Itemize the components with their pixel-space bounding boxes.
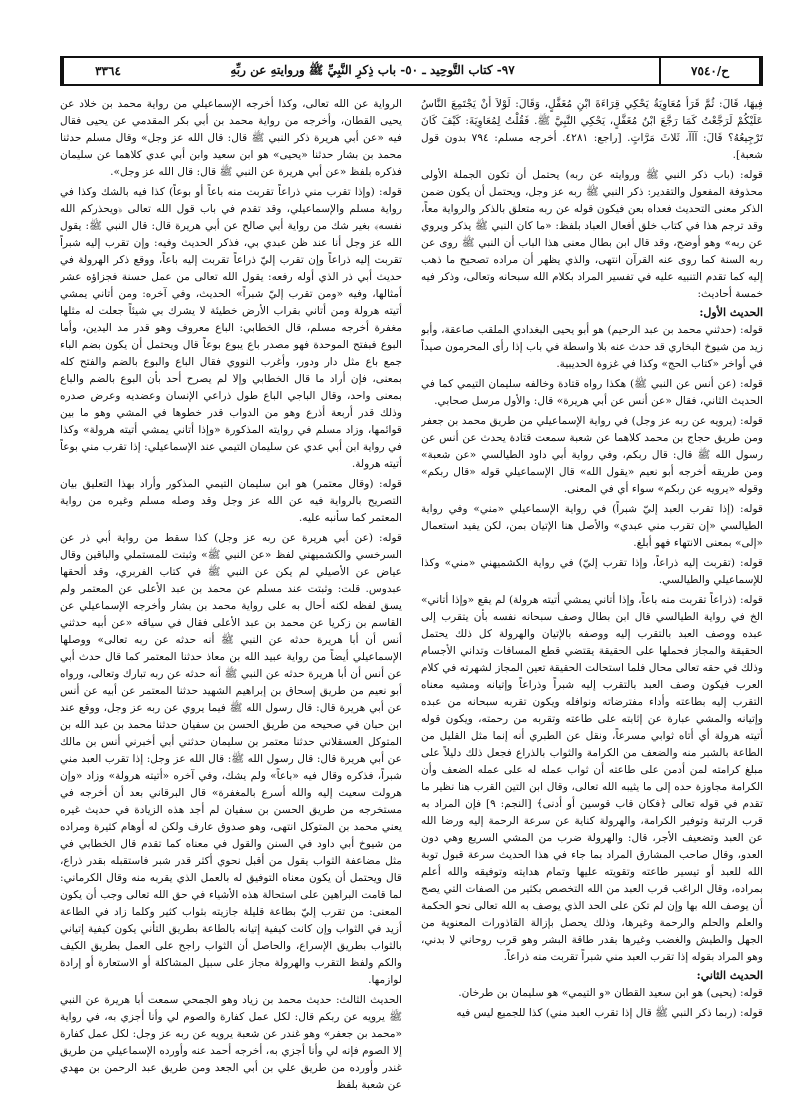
paragraph: قوله: (باب ذكر النبي ﷺ وروايته عن ربه) يحتمل أن تكون الجملة الأولى محذوفة المفعول والتقدير: ذكر النبي ﷺ ربه عز وجل، ويحتمل أن يكون ضمن الذكر معنى التحديث فعداه بعن فيكون قوله عن ربه متعلق بالذكر والرواية معاً، وقد ترجم هذا في كتاب خلق أفعال العباد بلفظ: «ما كان النبي ﷺ يذكر ويروي عن ربه» وهو أوضح، وقد قال ابن بطال معنى هذا الباب أن النبي ﷺ روى عن ربه السنة كما روى عنه القرآن انتهى، والذي يظهر أن مراده تصحيح ما ذهب إليه كما تقدم التنبيه عليه في تفسير المراد بكلام الله سبحانه وتعالى، وذكر فيه خمسة أحاديث: [421,169,763,300]
chapter-title: ٩٧- كتاب التَّوحِيد ـ ٥٠- باب ذِكرِ النَّبِيِّ ﷺ وروايتهِ عن ربِّهِ [230,62,515,77]
paragraph: قوله: (تقربت إليه ذراعاً، وإذا تقرب إليّ) في رواية الكشميهني «مني» وكذا للإسماعيلي والطيالسي. [421,557,763,586]
section-heading: الحديث الأول: [699,306,763,319]
paragraph: قوله: (حدثني محمد بن عبد الرحيم) هو أبو يحيى البغدادي الملقب صاعقة، وأبو زيد من شيوخ البخاري قد حدث عنه بلا واسطة في باب إذا رأى المحرمون صيداً في أواخر «كتاب الحج» وكذا في غزوة الحديبية. [421,324,763,370]
paragraph: قوله: (عن أبي هريرة عن ربه عز وجل) كذا سقط من رواية أبي ذر عن السرخسي والكشميهني لفظ «عن النبي ﷺ» وثبتت للمستملي والباقين وقال عياض عن الأصيلي لم يكن عن النبي ﷺ في كتاب الفربري، وقد ألحقها عبدوس. قلت: وثبتت عند مسلم عن محمد بن عبد الأعلى عن المعتمر ولم يسق لفظه لكنه أحال به على رواية محمد بن بشار وأخرجه الإسماعيلي عن القاسم بن زكريا عن محمد بن عبد الأعلى فقال في سياقه «عن أبيه حدثني أنس أن أبا هريرة حدثه عن النبي ﷺ أنه حدثه عن ربه تعالى» ووصلها الإسماعيلي أيضاً من رواية عبيد الله بن معاذ حدثنا المعتمر كما قال حدث أبي عن أنس أن أبا هريرة حدثه عن النبي ﷺ أنه حدثه عن ربه تبارك وتعالى، ورواه أبو نعيم من طريق إسحاق بن إبراهيم الشهيد حدثنا المعتمر عن أبيه عن أنس عن أبي هريرة قال: قال رسول الله ﷺ فيما يروي عن ربه عز وجل، ووقع عند ابن حبان في صحيحه من طريق الحسن بن سفيان حدثنا محمد بن عبد الله بن المتوكل العسقلاني حدثنا معتمر بن سليمان حدثني أبي أخبرني أنس بن مالك عن أبي هريرة قال: قال رسول الله ﷺ: قال الله عز وجل: إذا تقرب العبد مني شبراً، فذكره وقال فيه «باعاً» ولم يشك، وفي آخره «أتيته هرولة» وزاد «وإن هرولت سعيت إليه والله أسرع بالمغفرة» قال البرقاني بعد أن أخرجه في مستخرجه من طريق الحسن بن سفيان لم أجد هذه الزيادة في حديث غيره يعني محمد بن المتوكل انتهى، وهو صدوق عارف ولكن له أوهام كثيرة ومراده من شيوخ أبي داود في السنن والقول في معناه كما تقدم قال الخطابي في مثل مضاعفة الثواب يقول من أقبل نحوي أكثر قدر شبر فاستقبله بقدر ذراع، قال ويحتمل أن يكون معناه التوفيق له بالعمل الذي يقربه منه وقال الكرماني: لما قامت البراهين على استحالة هذه الأشياء في حق الله تعالى وجب أن يكون المعنى: من تقرب إليّ بطاعة قليلة جازيته بثواب كثير وكلما زاد في الطاعة أزيد في الثواب وإن كانت كيفية إتيانه بالطاعة بطريق التأني يكون كيفية إتياني بالثواب بطريق الإسراع، والحاصل أن الثواب راجح على العمل بطريق الكيف والكم ولفظ التقرب والهرولة مجاز على سبيل المشاكلة أو الاستعارة أو إرادة لوازمها. [60,532,402,986]
paragraph: قوله: (ربما ذكر النبي ﷺ قال إذا تقرب العبد مني) كذا للجميع ليس فيه [456,1007,763,1019]
paragraph: قوله: (ذراعاً تقربت منه باعاً، وإذا أتاني يمشي أتيته هرولة) لم يقع «وإذا أتاني» الخ في رواية الطيالسي قال ابن بطال وصف سبحانه نفسه بأن يتقرب إلى عبده ووصف العبد بالتقرب إليه ووصفه بالإتيان والهرولة كل ذلك يحتمل الحقيقة والمجاز فحملها على الحقيقة يقتضي قطع المسافات وتداني الأجسام وذلك في حقه تعالى محال فلما استحالت الحقيقة تعين المجاز لشهرته في كلام العرب فيكون وصف العبد بالتقرب إليه شبراً وذراعاً وإتيانه ومشيه معناه التقرب إليه بطاعته وأداء مفترضاته ونوافله ويكون تقربه سبحانه من عبده وإتيانه والمشي عبارة عن إثابته على طاعته وتقربه من رحمته، ويكون قوله أتيته هرولة أي أتاه ثوابي مسرعاً، ونقل عن الطبري أنه إنما مثل القليل من الطاعة بالشبر منه والضعف من الكرامة والثواب بالذراع فجعل ذلك دليلاً على مبلغ كرامته لمن أدمن على طاعته أن ثواب عمله له على عمله الضعف وأن الكرامة مجاوزة حده إلى ما يثيبه الله تعالى، وقال ابن التين القرب هنا نظير ما تقدم في قوله تعالى ﴿فكان قاب قوسين أو أدنى﴾ [النجم: ٩] فإن المراد به قرب الرتبة وتوفير الكرامة، والهرولة كناية عن سرعة الرحمة إليه ورضا الله عن العبد وتضعيف الأجر، قال: والهرولة ضرب من المشي السريع وهي دون العدو، وقال صاحب المشارق المراد بما جاء في هذا الحديث سرعة قبول توبة الله للعبد أو تيسير طاعته وتقويته عليها وتمام هدايته وتوفيقه والله أعلم بمراده، وقال الراغب قرب العبد من الله التخصص بكثير من الصفات التي يصح أن يوصف الله بها وإن لم تكن على الحد الذي يوصف به الله تعالى نحو الحكمة والعلم والحلم والرحمة وغيرها، وذلك يحصل بإزالة القاذورات المعنوية من الجهل والطيش والغضب وغيرها بقدر طاقة البشر وهو قرب روحاني لا بدني، وهو المراد بقوله إذا تقرب العبد مني شبراً تقربت منه ذراعاً. [421,594,763,963]
hadith-range: ح/٧٥٤٠ [661,58,761,84]
paragraph: قوله: (إذا تقرب العبد إليّ شبراً) في رواية الإسماعيلي «مني» وفي رواية الطيالسي «إن تقرب مني عبدي» والأصل هنا الإتيان بمن، لكن يفيد استعمال «إلى» بمعنى الانتهاء فهو أبلغ. [421,503,763,549]
right-column [421,96,763,1101]
paragraph: قوله: (وإذا تقرب مني ذراعاً تقربت منه باعاً أو بوعاً) كذا فيه بالشك وكذا في رواية مسلم والإسماعيلي، وقد تقدم في باب قول الله تعالى ﴿ويحذركم الله نفسه﴾ بغير شك من رواية أبي صالح عن أبي هريرة قال: قال النبي ﷺ: يقول الله عز وجل أنا عند ظن عبدي بي، فذكر الحديث وفيه: وإن تقرب إليه شبراً تقربت إليه ذراعاً وإن تقرب إليّ ذراعاً تقربت إليه باعاً، ووقع ذكر الهرولة في حديث أبي ذر الذي أوله رفعه: يقول الله تعالى من عمل حسنة فجزاؤه عشر أمثالها، وفيه «ومن تقرب إليّ شبراً» الحديث، وفي آخره: ومن أتاني يمشي أتيته هرولة ومن أتاني بقراب الأرض خطيئة لا يشرك بي شيئاً جعلت له مثلها مغفرة أخرجه مسلم، قال الخطابي: الباع معروف وهو قدر مد اليدين، وأما البوع فبفتح الموحدة فهو مصدر باع يبوع بوعاً قال ويحتمل أن يكون بضم الباء جمع باع مثل دار ودور، وأغرب النووي فقال الباع والبوع بالضم والفتح كله بمعنى، فإن أراد ما قال الخطابي وإلا لم يصرح أحد بأن البوع بالضم والباع بمعنى واحد، وقال الباجي الباع طول ذراعي الإنسان وعضديه وعرض صدره وذلك قدر أربعة أذرع وهو من الدواب قدر خطوها في المشي وهو ما بين قوائمها، وزاد مسلم في روايته المذكورة «وإذا أتاني يمشي أتيته هرولة» وكذا في رواية ابن أبي عدي عن سليمان التيمي عند الإسماعيلي: إذا تقرب مني بوعاً أتيته هرولة. [60,186,402,470]
text-columns [60,96,763,1101]
paragraph: قوله: (يحيى) هو ابن سعيد القطان «و التيمي» هو سليمان بن طرخان. [458,987,763,999]
page-header [60,56,763,86]
paragraph: الحديث الثالث: حديث محمد بن زياد وهو الجمحي سمعت أبا هريرة عن النبي ﷺ يرويه عن ربكم قال: لكل عمل كفارة والصوم لي وأنا أجزي به، في رواية «محمد بن جعفر» وهو غندر عن شعبة يرويه عن ربه عز وجل: لكل عمل كفارة إلا الصوم فإنه لي وأنا أجزي به، أخرجه أحمد عنه وأورده الإسماعيلي من طريق غندر وأورده من طريق علي بن أبي الجعد ومن طريق عبد الرحمن بن مهدي عن شعبة بلفظ [60,994,402,1091]
page-number: ٣٣٦٤ [62,58,152,84]
paragraph: قوله: (وقال معتمر) هو ابن سليمان التيمي المذكور وأراد بهذا التعليق بيان التصريح بالرواية فيه عن الله عز وجل وقد وصله مسلم وغيره من رواية المعتمر كما سأنبه عليه. [60,478,402,524]
book-page [60,56,763,1101]
paragraph: فِيهَا، قَالَ: ثُمَّ قَرَأَ مُعَاوِيَةُ يَحْكِي قِرَاءَةَ ابْنِ مُغَفَّلٍ، وَقَالَ: لَوْلاَ أَنْ يَجْتَمِعَ النَّاسُ عَلَيْكُمْ لَرَجَّعْتُ كَمَا رَجَّعَ ابْنُ مُغَفَّلٍ، يَحْكِي النَّبِيَّ ﷺ. فَقُلْتُ لِمُعَاوِيَةَ: كَيْفَ كَانَ تَرْجِيعُهُ؟ قَالَ: آآآ، ثَلاثَ مَرَّاتٍ. [راجع: ٤٢٨١. أخرجه مسلم: ٧٩٤ بدون قول شعبة]. [421,98,763,161]
paragraph: قوله: (عن أنس عن النبي ﷺ) هكذا رواه قتادة وخالفه سليمان التيمي كما في الحديث الثاني، فقال «عن أنس عن أبي هريرة» قال: والأول مرسل صحابي. [421,378,763,407]
section-heading: الحديث الثاني: [696,969,763,982]
left-column [60,96,402,1101]
header-blank-cell [593,58,661,84]
paragraph: قوله: (يرويه عن ربه عز وجل) في رواية الإسماعيلي من طريق محمد بن جعفر ومن طريق حجاج بن محمد كلاهما عن شعبة سمعت قتادة يحدث عن أنس عن رسول الله ﷺ قال: قال ربكم، وفي رواية أبي داود الطيالسي «عن شعبة» ومن طريقه أخرجه أبو نعيم «يقول الله» قال الإسماعيلي قوله «قال ربكم» وقوله «يرويه عن ربكم» سواء أي في المعنى. [421,415,763,495]
paragraph: الرواية عن الله تعالى، وكذا أخرجه الإسماعيلي من رواية محمد بن خلاد عن يحيى القطان، وأخرجه من رواية محمد بن أبي بكر المقدمي عن يحيى فقال فيه «عن أبي هريرة ذكر النبي ﷺ قال: قال الله عز وجل» وقال مسلم حدثنا محمد بن بشار حدثنا «يحيى» هو ابن سعيد وابن أبي عدي كلاهما عن سليمان فذكره بلفظ «عن أبي هريرة عن النبي ﷺ قال: قال الله عز وجل». [60,98,402,178]
